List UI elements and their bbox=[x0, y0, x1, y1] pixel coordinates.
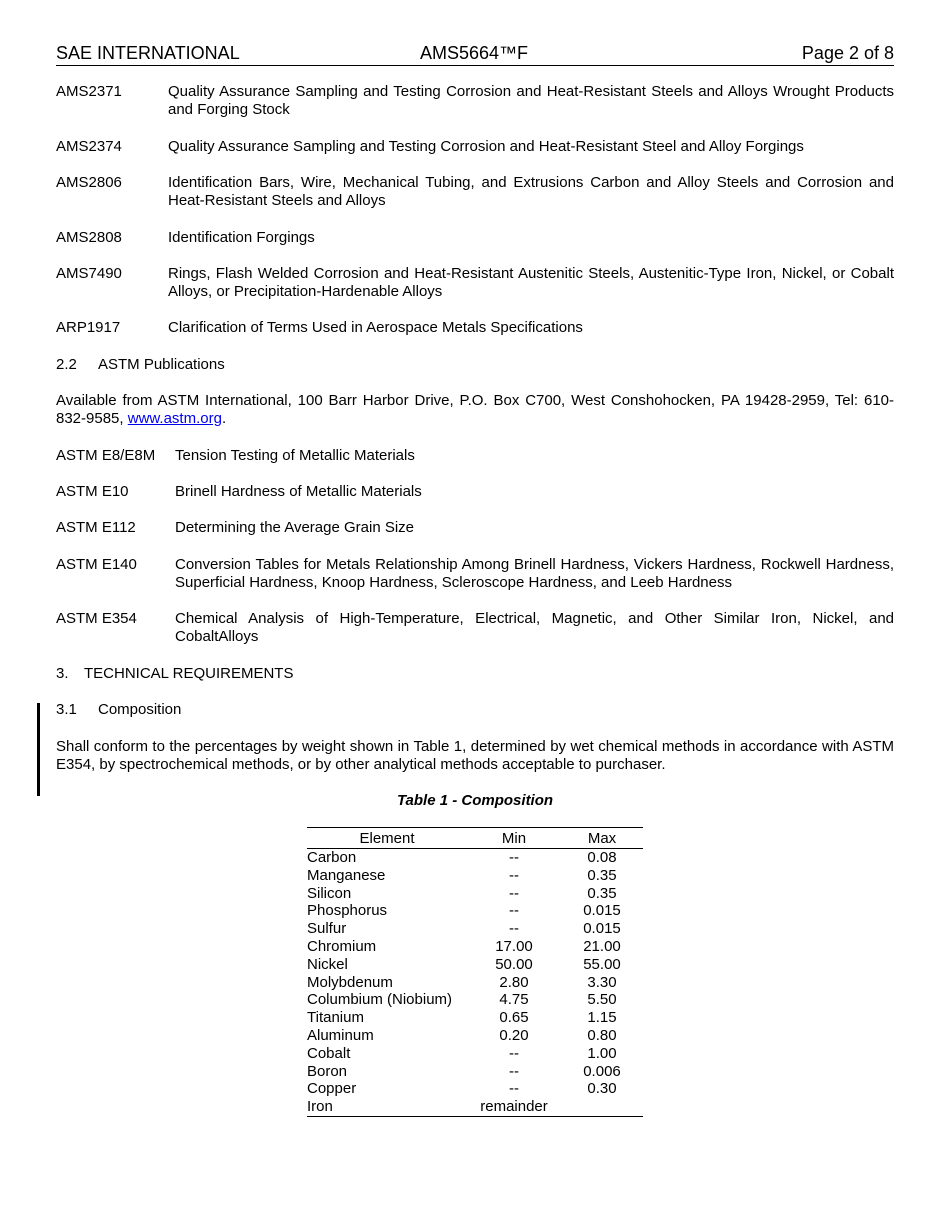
cell-element: Columbium (Niobium) bbox=[307, 991, 453, 1009]
reference-code: AMS2806 bbox=[56, 174, 122, 191]
table-row bbox=[307, 920, 643, 938]
cell-element: Iron bbox=[307, 1098, 333, 1116]
cell-max: 1.00 bbox=[587, 1044, 617, 1062]
reference-code: ARP1917 bbox=[56, 319, 121, 336]
composition-paragraph bbox=[56, 738, 894, 774]
cell-max: 0.35 bbox=[587, 884, 617, 902]
table-body bbox=[307, 849, 643, 1116]
cell-min: 0.65 bbox=[499, 1009, 529, 1027]
section-number: 2.2 bbox=[56, 356, 77, 373]
cell-element: Aluminum bbox=[307, 1026, 374, 1044]
cell-element: Sulfur bbox=[307, 920, 347, 938]
table-row bbox=[307, 1027, 643, 1045]
cell-element: Molybdenum bbox=[307, 973, 393, 991]
reference-code: ASTM E112 bbox=[56, 519, 136, 536]
cell-min: 2.80 bbox=[499, 973, 529, 991]
table-row bbox=[307, 974, 643, 992]
cell-max: 5.50 bbox=[587, 991, 617, 1009]
header-page-number: Page 2 of 8 bbox=[801, 43, 894, 63]
table-row bbox=[307, 1045, 643, 1063]
cell-min: 50.00 bbox=[495, 955, 533, 973]
cell-min: 0.20 bbox=[499, 1026, 529, 1044]
cell-element: Carbon bbox=[307, 849, 357, 866]
cell-element: Manganese bbox=[307, 866, 386, 884]
reference-code: ASTM E354 bbox=[56, 610, 137, 627]
header-min: Min bbox=[501, 830, 527, 847]
table-row bbox=[307, 938, 643, 956]
section-title: ASTM Publications bbox=[98, 356, 225, 373]
reference-code: AMS2808 bbox=[56, 229, 122, 246]
header-org: SAE INTERNATIONAL bbox=[56, 43, 240, 63]
cell-max: 0.08 bbox=[587, 849, 617, 866]
reference-description: Identification Bars, Wire, Mechanical Tubing, and Extrusions Carbon and Alloy Steels and Corrosion and Heat-Resistant Steels and Alloys bbox=[168, 174, 894, 209]
table-row bbox=[307, 902, 643, 920]
cell-max: 0.30 bbox=[587, 1080, 617, 1098]
availability-trailing: . bbox=[221, 410, 227, 427]
cell-element: Copper bbox=[307, 1080, 357, 1098]
cell-element: Nickel bbox=[307, 955, 348, 973]
cell-min: -- bbox=[509, 1044, 519, 1062]
cell-max: 55.00 bbox=[583, 955, 621, 973]
header-element: Element bbox=[359, 830, 415, 847]
table-row bbox=[307, 885, 643, 903]
header-doc-id: AMS5664™F bbox=[420, 43, 529, 63]
reference-description: Rings, Flash Welded Corrosion and Heat-Resistant Austenitic Steels, Austenitic-Type Iron, Nickel, or Cobalt Alloys, or Precipitation-Hardenable Alloys bbox=[168, 265, 894, 300]
table-row bbox=[307, 956, 643, 974]
cell-max: 0.006 bbox=[583, 1062, 621, 1080]
section-heading-3 bbox=[56, 665, 894, 683]
reference-code: AMS2371 bbox=[56, 83, 122, 100]
section-heading-3-1 bbox=[56, 701, 894, 719]
cell-min: -- bbox=[509, 920, 519, 938]
section-title: TECHNICAL REQUIREMENTS bbox=[84, 665, 294, 682]
cell-min: -- bbox=[509, 1080, 519, 1098]
reference-description: Clarification of Terms Used in Aerospace Metals Specifications bbox=[168, 319, 583, 336]
section-number: 3. bbox=[56, 665, 69, 682]
header-max: Max bbox=[587, 830, 617, 847]
reference-description: Chemical Analysis of High-Temperature, Electrical, Magnetic, and Other Similar Iron, Nickel, and CobaltAlloys bbox=[175, 610, 894, 645]
astm-availability-paragraph bbox=[56, 392, 894, 428]
cell-element: Boron bbox=[307, 1062, 348, 1080]
revision-change-bar bbox=[37, 703, 40, 796]
reference-description: Quality Assurance Sampling and Testing Corrosion and Heat-Resistant Steels and Alloys Wrought Products and Forging Stock bbox=[168, 83, 894, 118]
cell-element: Cobalt bbox=[307, 1044, 351, 1062]
reference-code: AMS7490 bbox=[56, 265, 122, 282]
cell-min: -- bbox=[509, 884, 519, 902]
reference-description: Brinell Hardness of Metallic Materials bbox=[175, 483, 422, 500]
reference-description: Determining the Average Grain Size bbox=[175, 519, 415, 536]
cell-min: 4.75 bbox=[499, 991, 529, 1009]
table-row bbox=[307, 991, 643, 1009]
table-title: Table 1 - Composition bbox=[396, 792, 554, 809]
table-row bbox=[307, 867, 643, 885]
cell-max: 0.015 bbox=[583, 920, 621, 938]
cell-max: 0.35 bbox=[587, 866, 617, 884]
section-heading-2-2 bbox=[56, 356, 894, 374]
cell-max: 21.00 bbox=[583, 937, 621, 955]
cell-max: 0.015 bbox=[583, 902, 621, 920]
cell-min: -- bbox=[509, 849, 519, 866]
table-header-row bbox=[307, 828, 643, 849]
availability-text: Available from ASTM International, 100 Barr Harbor Drive, P.O. Box C700, West Conshohocken, PA 19428-2959, Tel: 610-832-9585, bbox=[56, 392, 894, 427]
composition-text: Shall conform to the percentages by weight shown in Table 1, determined by wet chemical methods in accordance with ASTM E354, by spectrochemical methods, or by other analytical methods acceptable to purchaser. bbox=[56, 738, 894, 773]
cell-min: 17.00 bbox=[495, 937, 533, 955]
table-row bbox=[307, 1009, 643, 1027]
cell-element: Silicon bbox=[307, 884, 352, 902]
cell-max: 0.80 bbox=[587, 1026, 617, 1044]
section-number: 3.1 bbox=[56, 701, 77, 718]
cell-min: -- bbox=[509, 866, 519, 884]
composition-table bbox=[307, 827, 643, 1117]
cell-element: Phosphorus bbox=[307, 902, 388, 920]
reference-code: ASTM E10 bbox=[56, 483, 129, 500]
cell-min: -- bbox=[509, 902, 519, 920]
reference-code: ASTM E8/E8M bbox=[56, 447, 156, 464]
table-row bbox=[307, 1098, 643, 1116]
reference-description: Identification Forgings bbox=[168, 229, 315, 246]
table-row bbox=[307, 1063, 643, 1081]
table-row bbox=[307, 849, 643, 867]
cell-max: 1.15 bbox=[587, 1009, 617, 1027]
reference-description: Tension Testing of Metallic Materials bbox=[175, 447, 415, 464]
reference-code: ASTM E140 bbox=[56, 556, 137, 573]
section-title: Composition bbox=[98, 701, 182, 718]
reference-description: Conversion Tables for Metals Relationship Among Brinell Hardness, Vickers Hardness, Rockwell Hardness, Superficial Hardness, Knoop Hardness, Scleroscope Hardness, and Leeb Hardness bbox=[175, 556, 894, 591]
page-header bbox=[56, 43, 894, 66]
cell-element: Chromium bbox=[307, 937, 377, 955]
astm-website-link[interactable]: www.astm.org bbox=[127, 410, 222, 427]
cell-min: remainder bbox=[480, 1098, 548, 1116]
cell-min: -- bbox=[509, 1062, 519, 1080]
cell-max: 3.30 bbox=[587, 973, 617, 991]
table-row bbox=[307, 1080, 643, 1098]
cell-element: Titanium bbox=[307, 1009, 364, 1027]
reference-code: AMS2374 bbox=[56, 138, 122, 155]
reference-description: Quality Assurance Sampling and Testing Corrosion and Heat-Resistant Steel and Alloy Forgings bbox=[168, 138, 804, 155]
